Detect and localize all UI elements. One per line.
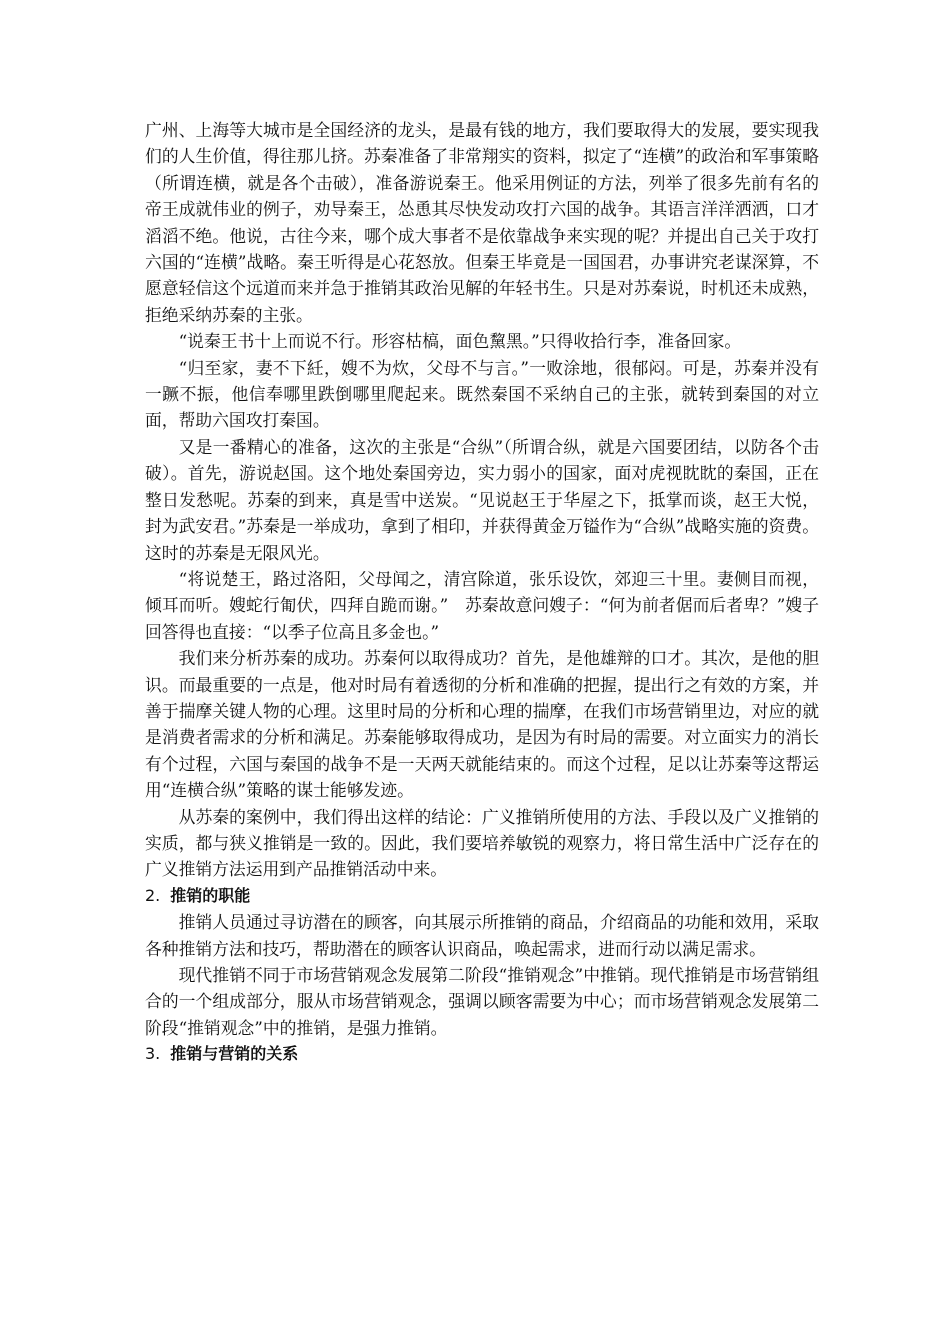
- section-title: 推销的职能: [170, 885, 251, 905]
- paragraph: “说秦王书十上而说不行。形容枯槁，面色黧黑。”只得收拾行李，准备回家。: [178, 331, 742, 352]
- document-body: [145, 117, 819, 1068]
- paragraph: “将说楚王，路过洛阳，父母闻之，清宫除道，张乐设饮，郊迎三十里。妻侧目而视，倾耳而听。嫂蛇行匍伏，四拜自跪而谢。” 苏秦故意问嫂子：“何为前者倨而后者卑？”嫂子回答得也直接：“以季子位高且多金也。”: [145, 568, 819, 642]
- section-number: 2.: [145, 885, 161, 905]
- paragraph: 推销人员通过寻访潜在的顾客，向其展示所推销的商品，介绍商品的功能和效用，采取各种推销方法和技巧，帮助潜在的顾客认识商品，唤起需求，进而行动以满足需求。: [145, 912, 819, 959]
- section-heading-2: [145, 883, 819, 909]
- paragraph: 又是一番精心的准备，这次的主张是“合纵”（所谓合纵，就是六国要团结，以防各个击破）。首先，游说赵国。这个地处秦国旁边，实力弱小的国家，面对虎视眈眈的秦国，正在整日发愁呢。苏秦的到来，真是雪中送炭。“见说赵王于华屋之下，抵掌而谈，赵王大悦，封为武安君。”苏秦是一举成功，拿到了相印，并获得黄金万镒作为“合纵”战略实施的资费。这时的苏秦是无限风光。: [145, 436, 819, 563]
- paragraph: 现代推销不同于市场营销观念发展第二阶段“推销观念”中推销。现代推销是市场营销组合的一个组成部分，服从市场营销观念，强调以顾客需要为中心；而市场营销观念发展第二阶段“推销观念”中的推销，是强力推销。: [145, 965, 819, 1038]
- paragraph: 我们来分析苏秦的成功。苏秦何以取得成功？首先，是他雄辩的口才。其次，是他的胆识。而最重要的一点是，他对时局有着透彻的分析和准确的把握，提出行之有效的方案，并善于揣摩关键人物的心理。这里时局的分析和心理的揣摩，在我们市场营销里边，对应的就是消费者需求的分析和满足。苏秦能够取得成功，是因为有时局的需要。对立面实力的消长有个过程，六国与秦国的战争不是一天两天就能结束的。而这个过程，足以让苏秦等这帮运用“连横合纵”策略的谋士能够发迹。: [145, 648, 819, 801]
- paragraph: 从苏秦的案例中，我们得出这样的结论：广义推销所使用的方法、手段以及广义推销的实质，都与狭义推销是一致的。因此，我们要培养敏锐的观察力，将日常生活中广泛存在的广义推销方法运用到产品推销活动中来。: [145, 806, 819, 880]
- section-number: 3.: [145, 1044, 161, 1064]
- section-heading-3: [145, 1041, 819, 1067]
- paragraph: “归至家，妻不下紝，嫂不为炊，父母不与言。”一败涂地，很郁闷。可是，苏秦并没有一蹶不振，他信奉哪里跌倒哪里爬起来。既然秦国不采纳自己的主张，就转到秦国的对立面，帮助六国攻打秦国。: [145, 357, 819, 431]
- paragraph: 广州、上海等大城市是全国经济的龙头，是最有钱的地方，我们要取得大的发展，要实现我们的人生价值，得往那儿挤。苏秦准备了非常翔实的资料，拟定了“连横”的政治和军事策略（所谓连横，就是各个击破），准备游说秦王。他采用例证的方法，列举了很多先前有名的帝王成就伟业的例子，劝导秦王，怂恿其尽快发动攻打六国的战争。其语言洋洋洒洒，口才滔滔不绝。他说，古往今来，哪个成大事者不是依靠战争来实现的呢？并提出自己关于攻打六国的“连横”战略。秦王听得是心花怒放。但秦王毕竟是一国国君，办事讲究老谋深算，不愿意轻信这个远道而来并急于推销其政治见解的年轻书生。只是对苏秦说，时机还未成熟，拒绝采纳苏秦的主张。: [145, 120, 819, 325]
- section-title: 推销与营销的关系: [170, 1044, 299, 1064]
